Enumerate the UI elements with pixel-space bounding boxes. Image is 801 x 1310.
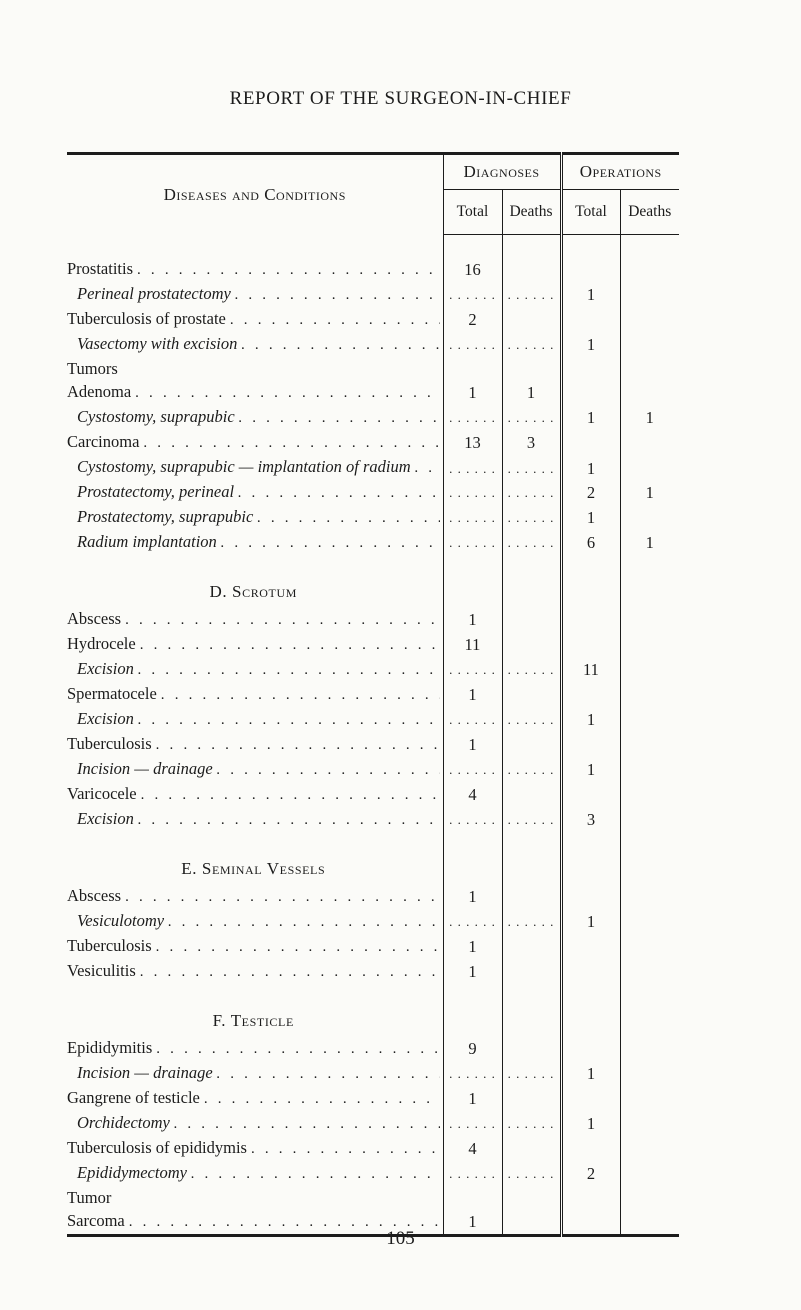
dot-leader xyxy=(168,911,439,934)
diagnoses-total-cell: . . . . . . xyxy=(443,405,502,430)
diagnoses-deaths-cell xyxy=(502,732,561,757)
dot-leader xyxy=(241,334,439,357)
diagnoses-total-cell: 1 xyxy=(443,607,502,632)
diagnoses-total-cell: . . . . . . xyxy=(443,1111,502,1136)
operations-total-cell: 1 xyxy=(561,455,620,480)
diagnoses-total-cell: 1 xyxy=(443,732,502,757)
operations-deaths-cell: 1 xyxy=(620,480,679,505)
diagnoses-total-cell: 1 xyxy=(443,1086,502,1111)
section-heading-row xyxy=(67,1006,679,1036)
row-label xyxy=(67,884,443,909)
diagnoses-deaths-cell xyxy=(502,307,561,332)
dot-leader xyxy=(415,457,440,480)
dot-leader xyxy=(204,1088,440,1111)
table-row xyxy=(67,732,679,757)
operations-deaths-cell xyxy=(620,732,679,757)
diagnoses-total-cell: . . . . . . xyxy=(443,480,502,505)
diagnoses-deaths-cell: . . . . . . xyxy=(502,1111,561,1136)
row-label-text: Vasectomy with excision xyxy=(77,334,238,353)
row-label xyxy=(67,282,443,307)
operations-total-cell: 3 xyxy=(561,807,620,832)
row-label-text: Gangrene of testicle xyxy=(67,1088,200,1107)
operations-total-cell xyxy=(561,632,620,657)
diagnoses-total-cell xyxy=(443,357,502,380)
diagnoses-deaths-cell: . . . . . . xyxy=(502,480,561,505)
section-heading-row xyxy=(67,854,679,884)
operations-total-cell xyxy=(561,357,620,380)
table-row xyxy=(67,607,679,632)
operations-total-cell: 1 xyxy=(561,505,620,530)
dot-leader xyxy=(257,507,439,530)
table-row xyxy=(67,1061,679,1086)
table-row xyxy=(67,1086,679,1111)
diagnoses-deaths-cell xyxy=(502,632,561,657)
diagnoses-deaths-cell: . . . . . . xyxy=(502,1161,561,1186)
row-label-text: Perineal prostatectomy xyxy=(77,284,231,303)
diagnoses-total-cell: . . . . . . xyxy=(443,657,502,682)
row-label xyxy=(67,530,443,555)
table-row xyxy=(67,959,679,984)
row-label-text: Incision — drainage xyxy=(77,1063,213,1082)
row-label-text: Tuberculosis xyxy=(67,936,152,955)
operations-total-cell xyxy=(561,607,620,632)
table-row xyxy=(67,257,679,282)
operations-deaths-cell xyxy=(620,1036,679,1061)
diagnoses-deaths-cell: . . . . . . xyxy=(502,530,561,555)
dot-leader xyxy=(217,1063,440,1086)
diagnoses-total-cell: 13 xyxy=(443,430,502,455)
row-label-text: Tuberculosis xyxy=(67,734,152,753)
diagnoses-deaths-cell xyxy=(502,934,561,959)
diagnoses-deaths-cell xyxy=(502,257,561,282)
dot-leader xyxy=(156,1038,439,1061)
row-label xyxy=(67,1136,443,1161)
row-label xyxy=(67,1061,443,1086)
diagnoses-total-cell: 1 xyxy=(443,934,502,959)
table-row xyxy=(67,282,679,307)
operations-total-cell xyxy=(561,257,620,282)
operations-deaths-cell xyxy=(620,909,679,934)
table-row xyxy=(67,380,679,405)
row-label xyxy=(67,934,443,959)
operations-total-cell xyxy=(561,430,620,455)
diagnoses-total-cell: 4 xyxy=(443,1136,502,1161)
table-row xyxy=(67,632,679,657)
dot-leader xyxy=(251,1138,440,1161)
row-label-text: Vesiculotomy xyxy=(77,911,165,930)
diagnoses-deaths-cell xyxy=(502,577,561,607)
row-label-text: Incision — drainage xyxy=(77,759,213,778)
row-label xyxy=(67,682,443,707)
operations-deaths-cell xyxy=(620,1186,679,1209)
row-label-text: Excision xyxy=(77,709,134,728)
diagnoses-deaths-cell: 3 xyxy=(502,430,561,455)
row-label-text: Cystostomy, suprapubic xyxy=(77,407,235,426)
row-label xyxy=(67,505,443,530)
dot-leader xyxy=(135,382,439,405)
diagnoses-deaths-cell xyxy=(502,959,561,984)
operations-total-cell xyxy=(561,884,620,909)
dot-leader xyxy=(217,759,440,782)
table-row xyxy=(67,682,679,707)
diagnoses-total-cell: . . . . . . xyxy=(443,505,502,530)
table-row xyxy=(67,430,679,455)
table-row xyxy=(67,505,679,530)
header-diagnoses-total: Total xyxy=(443,190,502,235)
diagnoses-deaths-cell: . . . . . . xyxy=(502,807,561,832)
row-label-text: Excision xyxy=(77,659,134,678)
diagnoses-total-cell: 1 xyxy=(443,959,502,984)
operations-total-cell: 2 xyxy=(561,1161,620,1186)
row-label xyxy=(67,1036,443,1061)
section-heading-row xyxy=(67,577,679,607)
header-operations-total: Total xyxy=(561,190,620,235)
operations-deaths-cell xyxy=(620,757,679,782)
operations-total-cell: 1 xyxy=(561,332,620,357)
diagnoses-deaths-cell xyxy=(502,1006,561,1036)
section-heading: D. Scrotum xyxy=(209,582,298,601)
operations-total-cell xyxy=(561,380,620,405)
dot-leader xyxy=(138,809,440,832)
diagnoses-deaths-cell xyxy=(502,1086,561,1111)
section-heading: E. Seminal Vessels xyxy=(181,859,326,878)
diagnoses-deaths-cell: . . . . . . xyxy=(502,757,561,782)
operations-total-cell: 6 xyxy=(561,530,620,555)
diagnoses-deaths-cell xyxy=(502,1136,561,1161)
operations-total-cell: 1 xyxy=(561,405,620,430)
operations-deaths-cell xyxy=(620,707,679,732)
diagnoses-total-cell: . . . . . . xyxy=(443,909,502,934)
header-operations-deaths: Deaths xyxy=(620,190,679,235)
diagnoses-total-cell: 11 xyxy=(443,632,502,657)
page-number: 105 xyxy=(386,1228,415,1249)
row-label xyxy=(67,307,443,332)
dot-leader xyxy=(137,259,439,282)
operations-deaths-cell xyxy=(620,430,679,455)
operations-total-cell: 2 xyxy=(561,480,620,505)
row-label xyxy=(67,380,443,405)
diagnoses-deaths-cell: . . . . . . xyxy=(502,1061,561,1086)
row-label xyxy=(67,607,443,632)
header-diagnoses-deaths: Deaths xyxy=(502,190,561,235)
diagnoses-total-cell: 2 xyxy=(443,307,502,332)
table-row xyxy=(67,884,679,909)
section-heading: F. Testicle xyxy=(212,1011,294,1030)
diagnoses-total-cell: 9 xyxy=(443,1036,502,1061)
dot-leader xyxy=(221,532,440,555)
operations-total-cell xyxy=(561,782,620,807)
operations-total-cell xyxy=(561,1036,620,1061)
operations-deaths-cell xyxy=(620,1061,679,1086)
row-label xyxy=(67,707,443,732)
row-label-text: Excision xyxy=(77,809,134,828)
table-row xyxy=(67,1186,679,1209)
row-label xyxy=(67,909,443,934)
diagnoses-deaths-cell xyxy=(502,884,561,909)
row-label xyxy=(67,257,443,282)
operations-total-cell: 1 xyxy=(561,707,620,732)
operations-total-cell: 1 xyxy=(561,1061,620,1086)
diagnoses-deaths-cell: . . . . . . xyxy=(502,707,561,732)
row-label xyxy=(67,632,443,657)
table-row xyxy=(67,757,679,782)
row-label xyxy=(67,757,443,782)
table-row xyxy=(67,1136,679,1161)
dot-leader xyxy=(125,609,439,632)
dot-leader xyxy=(161,684,440,707)
table-row xyxy=(67,332,679,357)
operations-deaths-cell xyxy=(620,1111,679,1136)
header-diagnoses: Diagnoses xyxy=(443,154,561,190)
dot-leader xyxy=(156,936,440,959)
row-label xyxy=(67,1161,443,1186)
row-label-text: Radium implantation xyxy=(77,532,217,551)
operations-total-cell xyxy=(561,682,620,707)
table-row xyxy=(67,307,679,332)
header-operations: Operations xyxy=(561,154,679,190)
operations-deaths-cell xyxy=(620,632,679,657)
operations-total-cell xyxy=(561,934,620,959)
table-row xyxy=(67,807,679,832)
operations-deaths-cell xyxy=(620,307,679,332)
operations-total-cell xyxy=(561,959,620,984)
row-label xyxy=(67,807,443,832)
row-label xyxy=(67,455,443,480)
table-row xyxy=(67,707,679,732)
dot-leader xyxy=(238,482,439,505)
diagnoses-deaths-cell xyxy=(502,782,561,807)
dot-leader xyxy=(174,1113,440,1136)
diseases-table xyxy=(67,152,679,1237)
operations-total-cell: 1 xyxy=(561,757,620,782)
table-row xyxy=(67,480,679,505)
diagnoses-total-cell: . . . . . . xyxy=(443,757,502,782)
diagnoses-total-cell xyxy=(443,1006,502,1036)
table-row xyxy=(67,657,679,682)
diagnoses-deaths-cell xyxy=(502,682,561,707)
diagnoses-total-cell: . . . . . . xyxy=(443,707,502,732)
row-label xyxy=(67,782,443,807)
operations-total-cell xyxy=(561,577,620,607)
row-label-text: Vesiculitis xyxy=(67,961,136,980)
diagnoses-total-cell: 1 xyxy=(443,380,502,405)
dot-leader xyxy=(191,1163,440,1186)
table-body xyxy=(67,235,679,1236)
dot-leader xyxy=(140,634,440,657)
operations-deaths-cell: 1 xyxy=(620,405,679,430)
dot-leader xyxy=(143,432,439,455)
operations-deaths-cell xyxy=(620,607,679,632)
diagnoses-total-cell: . . . . . . xyxy=(443,332,502,357)
diagnoses-deaths-cell: 1 xyxy=(502,380,561,405)
operations-deaths-cell xyxy=(620,959,679,984)
diagnoses-total-cell xyxy=(443,1186,502,1209)
diagnoses-deaths-cell xyxy=(502,1036,561,1061)
operations-deaths-cell xyxy=(620,1161,679,1186)
table-row xyxy=(67,782,679,807)
diagnoses-deaths-cell: . . . . . . xyxy=(502,657,561,682)
diagnoses-deaths-cell: . . . . . . xyxy=(502,909,561,934)
running-head: REPORT OF THE SURGEON-IN-CHIEF xyxy=(229,88,572,109)
operations-deaths-cell xyxy=(620,357,679,380)
diagnoses-deaths-cell: . . . . . . xyxy=(502,505,561,530)
operations-deaths-cell xyxy=(620,1136,679,1161)
table-row xyxy=(67,455,679,480)
row-label-text: Sarcoma xyxy=(67,1211,125,1230)
operations-total-cell xyxy=(561,1186,620,1209)
table-row xyxy=(67,934,679,959)
diagnoses-total-cell: 4 xyxy=(443,782,502,807)
diagnoses-total-cell: . . . . . . xyxy=(443,530,502,555)
header-diseases: Diseases and Conditions xyxy=(163,184,346,204)
diagnoses-total-cell: 1 xyxy=(443,884,502,909)
operations-deaths-cell xyxy=(620,380,679,405)
operations-deaths-cell xyxy=(620,782,679,807)
dot-leader xyxy=(239,407,440,430)
operations-deaths-cell xyxy=(620,884,679,909)
operations-deaths-cell xyxy=(620,1006,679,1036)
row-label xyxy=(67,732,443,757)
row-label xyxy=(67,1086,443,1111)
row-label-text: Prostatectomy, suprapubic xyxy=(77,507,254,526)
row-label-text: Abscess xyxy=(67,886,122,905)
row-label-text: Carcinoma xyxy=(67,432,140,451)
dot-leader xyxy=(235,284,440,307)
dot-leader xyxy=(141,784,440,807)
operations-total-cell: 1 xyxy=(561,909,620,934)
dot-leader xyxy=(125,886,439,909)
operations-deaths-cell xyxy=(620,657,679,682)
table-row xyxy=(67,357,679,380)
diagnoses-deaths-cell xyxy=(502,357,561,380)
table-row xyxy=(67,405,679,430)
diagnoses-total-cell: 16 xyxy=(443,257,502,282)
diagnoses-total-cell: 1 xyxy=(443,1209,502,1236)
operations-deaths-cell xyxy=(620,807,679,832)
diagnoses-deaths-cell: . . . . . . xyxy=(502,332,561,357)
table-row xyxy=(67,909,679,934)
dot-leader xyxy=(230,309,440,332)
table-row xyxy=(67,1111,679,1136)
operations-total-cell xyxy=(561,854,620,884)
operations-deaths-cell xyxy=(620,282,679,307)
operations-total-cell: 1 xyxy=(561,282,620,307)
operations-total-cell: 1 xyxy=(561,1111,620,1136)
operations-total-cell xyxy=(561,732,620,757)
row-label xyxy=(67,959,443,984)
dot-leader xyxy=(138,709,440,732)
diagnoses-total-cell xyxy=(443,854,502,884)
table-row xyxy=(67,1036,679,1061)
diagnoses-deaths-cell xyxy=(502,1186,561,1209)
operations-total-cell: 11 xyxy=(561,657,620,682)
operations-total-cell xyxy=(561,1086,620,1111)
operations-deaths-cell xyxy=(620,257,679,282)
operations-deaths-cell xyxy=(620,505,679,530)
operations-deaths-cell xyxy=(620,854,679,884)
diagnoses-total-cell: . . . . . . xyxy=(443,282,502,307)
diagnoses-total-cell: . . . . . . xyxy=(443,1161,502,1186)
row-label xyxy=(67,657,443,682)
row-label xyxy=(67,1111,443,1136)
row-label: Tumor xyxy=(67,1188,112,1207)
dot-leader xyxy=(138,659,440,682)
row-label-text: Epididymectomy xyxy=(77,1163,187,1182)
diagnoses-deaths-cell xyxy=(502,607,561,632)
dot-leader xyxy=(140,961,440,984)
diagnoses-deaths-cell: . . . . . . xyxy=(502,282,561,307)
row-label xyxy=(67,332,443,357)
operations-total-cell xyxy=(561,1006,620,1036)
dot-leader xyxy=(156,734,440,757)
diagnoses-deaths-cell xyxy=(502,854,561,884)
row-label xyxy=(67,430,443,455)
row-label-text: Epididymitis xyxy=(67,1038,153,1057)
table-row xyxy=(67,530,679,555)
operations-deaths-cell xyxy=(620,455,679,480)
row-label xyxy=(67,480,443,505)
row-label-text: Varicocele xyxy=(67,784,137,803)
diagnoses-total-cell: . . . . . . xyxy=(443,1061,502,1086)
operations-deaths-cell xyxy=(620,934,679,959)
operations-deaths-cell xyxy=(620,577,679,607)
diagnoses-total-cell: . . . . . . xyxy=(443,455,502,480)
diagnoses-deaths-cell: . . . . . . xyxy=(502,455,561,480)
table-row xyxy=(67,1161,679,1186)
row-label-text: Cystostomy, suprapubic — implantation of radium xyxy=(77,457,411,476)
row-label-text: Tuberculosis of prostate xyxy=(67,309,226,328)
row-label-text: Adenoma xyxy=(67,382,132,401)
diagnoses-deaths-cell: . . . . . . xyxy=(502,405,561,430)
diagnoses-total-cell xyxy=(443,577,502,607)
diagnoses-total-cell: . . . . . . xyxy=(443,807,502,832)
row-label-text: Spermatocele xyxy=(67,684,157,703)
operations-deaths-cell: 1 xyxy=(620,530,679,555)
row-label-text: Abscess xyxy=(67,609,122,628)
row-label xyxy=(67,405,443,430)
row-label-text: Tuberculosis of epididymis xyxy=(67,1138,247,1157)
operations-deaths-cell xyxy=(620,682,679,707)
row-label-text: Hydrocele xyxy=(67,634,136,653)
operations-total-cell xyxy=(561,1136,620,1161)
row-label-text: Prostatectomy, perineal xyxy=(77,482,235,501)
row-label: Tumors xyxy=(67,359,118,378)
operations-total-cell xyxy=(561,307,620,332)
row-label-text: Prostatitis xyxy=(67,259,134,278)
row-label-text: Orchidectomy xyxy=(77,1113,170,1132)
diagnoses-total-cell: 1 xyxy=(443,682,502,707)
operations-deaths-cell xyxy=(620,1086,679,1111)
operations-deaths-cell xyxy=(620,332,679,357)
